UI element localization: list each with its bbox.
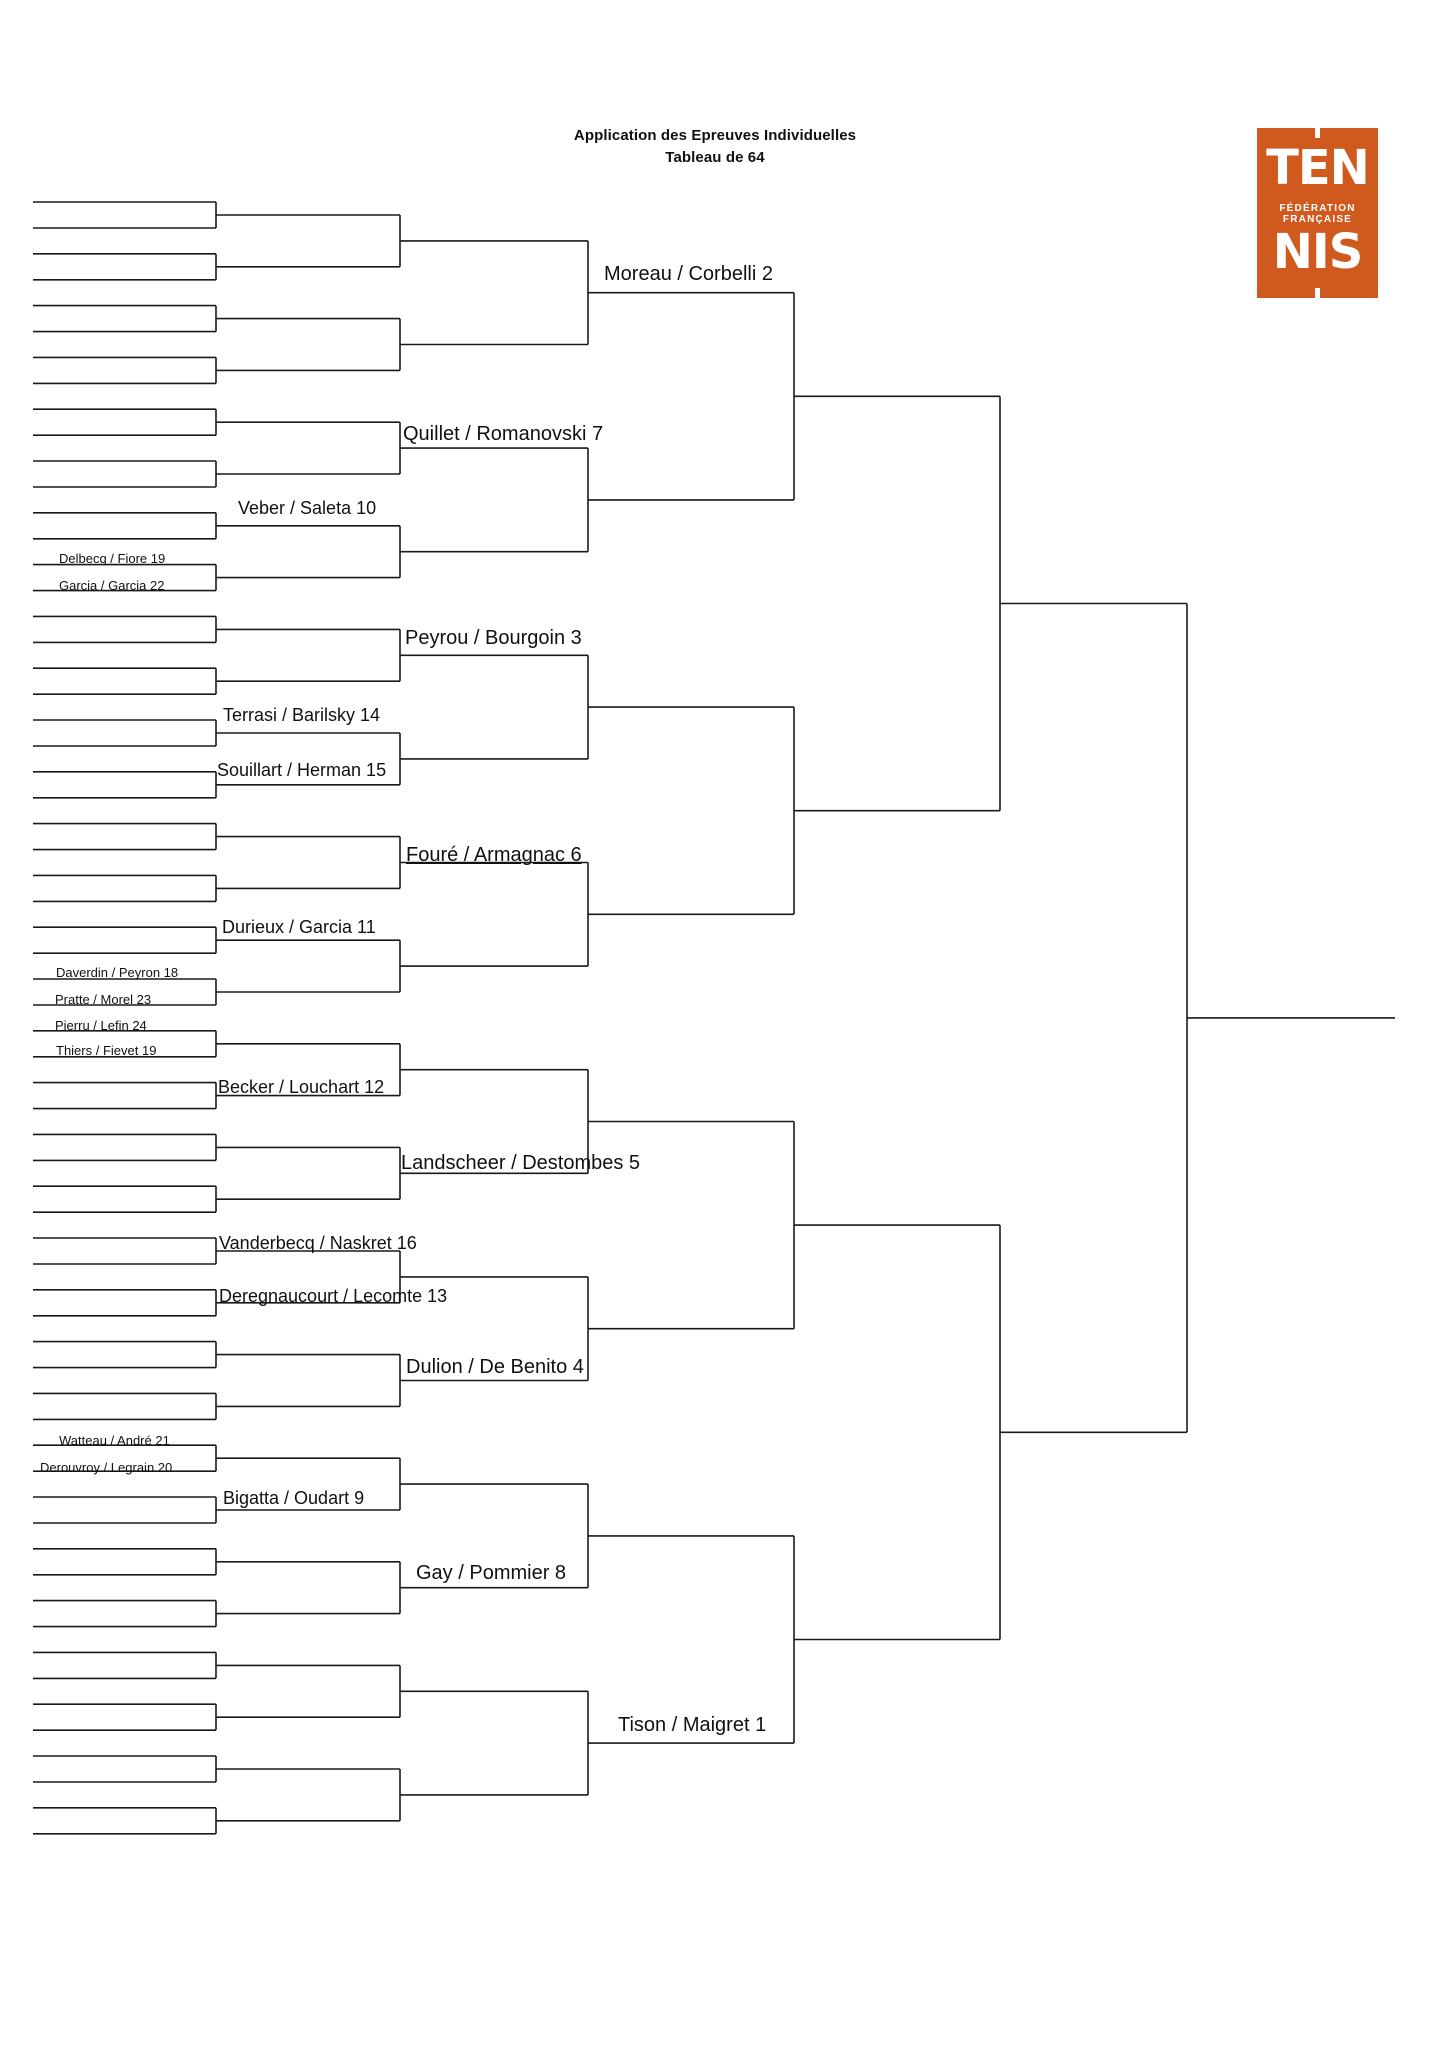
logo-text-line2: FRANÇAISE bbox=[1282, 214, 1353, 225]
bracket-entry: Deregnaucourt / Lecomte 13 bbox=[219, 1286, 448, 1306]
bracket-entry: Pratte / Morel 23 bbox=[55, 992, 152, 1007]
bracket-entry: Durieux / Garcia 11 bbox=[222, 917, 376, 937]
bracket-entry: Gay / Pommier 8 bbox=[416, 1562, 567, 1584]
bracket-entry: Tison / Maigret 1 bbox=[618, 1714, 767, 1736]
bracket-entry: Delbecq / Fiore 19 bbox=[59, 551, 166, 566]
bracket-entry: Pierru / Lefin 24 bbox=[55, 1018, 147, 1033]
bracket-entry: Peyrou / Bourgoin 3 bbox=[405, 627, 582, 649]
bracket-entry: Moreau / Corbelli 2 bbox=[604, 263, 773, 285]
bracket-entry: Dulion / De Benito 4 bbox=[406, 1356, 584, 1378]
bracket-entry: Thiers / Fievet 19 bbox=[56, 1043, 157, 1058]
logo-text-line1: FÉDÉRATION bbox=[1279, 203, 1356, 214]
page-title: Application des Epreuves Individuelles bbox=[573, 127, 857, 144]
logo-text-bottom: NIS bbox=[1272, 224, 1363, 280]
bracket-entry: Fouré / Armagnac 6 bbox=[406, 844, 582, 866]
bracket-entry: Watteau / André 21 bbox=[59, 1433, 170, 1448]
bracket-entry: Derouvroy / Legrain 20 bbox=[40, 1460, 173, 1475]
bracket-entry: Daverdin / Peyron 18 bbox=[56, 965, 179, 980]
logo-text-top: TEN bbox=[1266, 140, 1369, 196]
bracket-entry: Vanderbecq / Naskret 16 bbox=[219, 1233, 417, 1253]
bracket-entry: Garcia / Garcia 22 bbox=[59, 578, 165, 593]
page-subtitle: Tableau de 64 bbox=[665, 149, 765, 166]
bracket-entry: Souillart / Herman 15 bbox=[217, 760, 387, 780]
bracket-entry: Quillet / Romanovski 7 bbox=[403, 423, 604, 445]
bracket-entry: Veber / Saleta 10 bbox=[238, 498, 377, 518]
bracket-entry: Bigatta / Oudart 9 bbox=[223, 1488, 365, 1508]
bracket-entry: Becker / Louchart 12 bbox=[218, 1077, 385, 1097]
bracket-entry: Landscheer / Destombes 5 bbox=[401, 1152, 641, 1174]
bracket-entry: Terrasi / Barilsky 14 bbox=[223, 705, 381, 725]
